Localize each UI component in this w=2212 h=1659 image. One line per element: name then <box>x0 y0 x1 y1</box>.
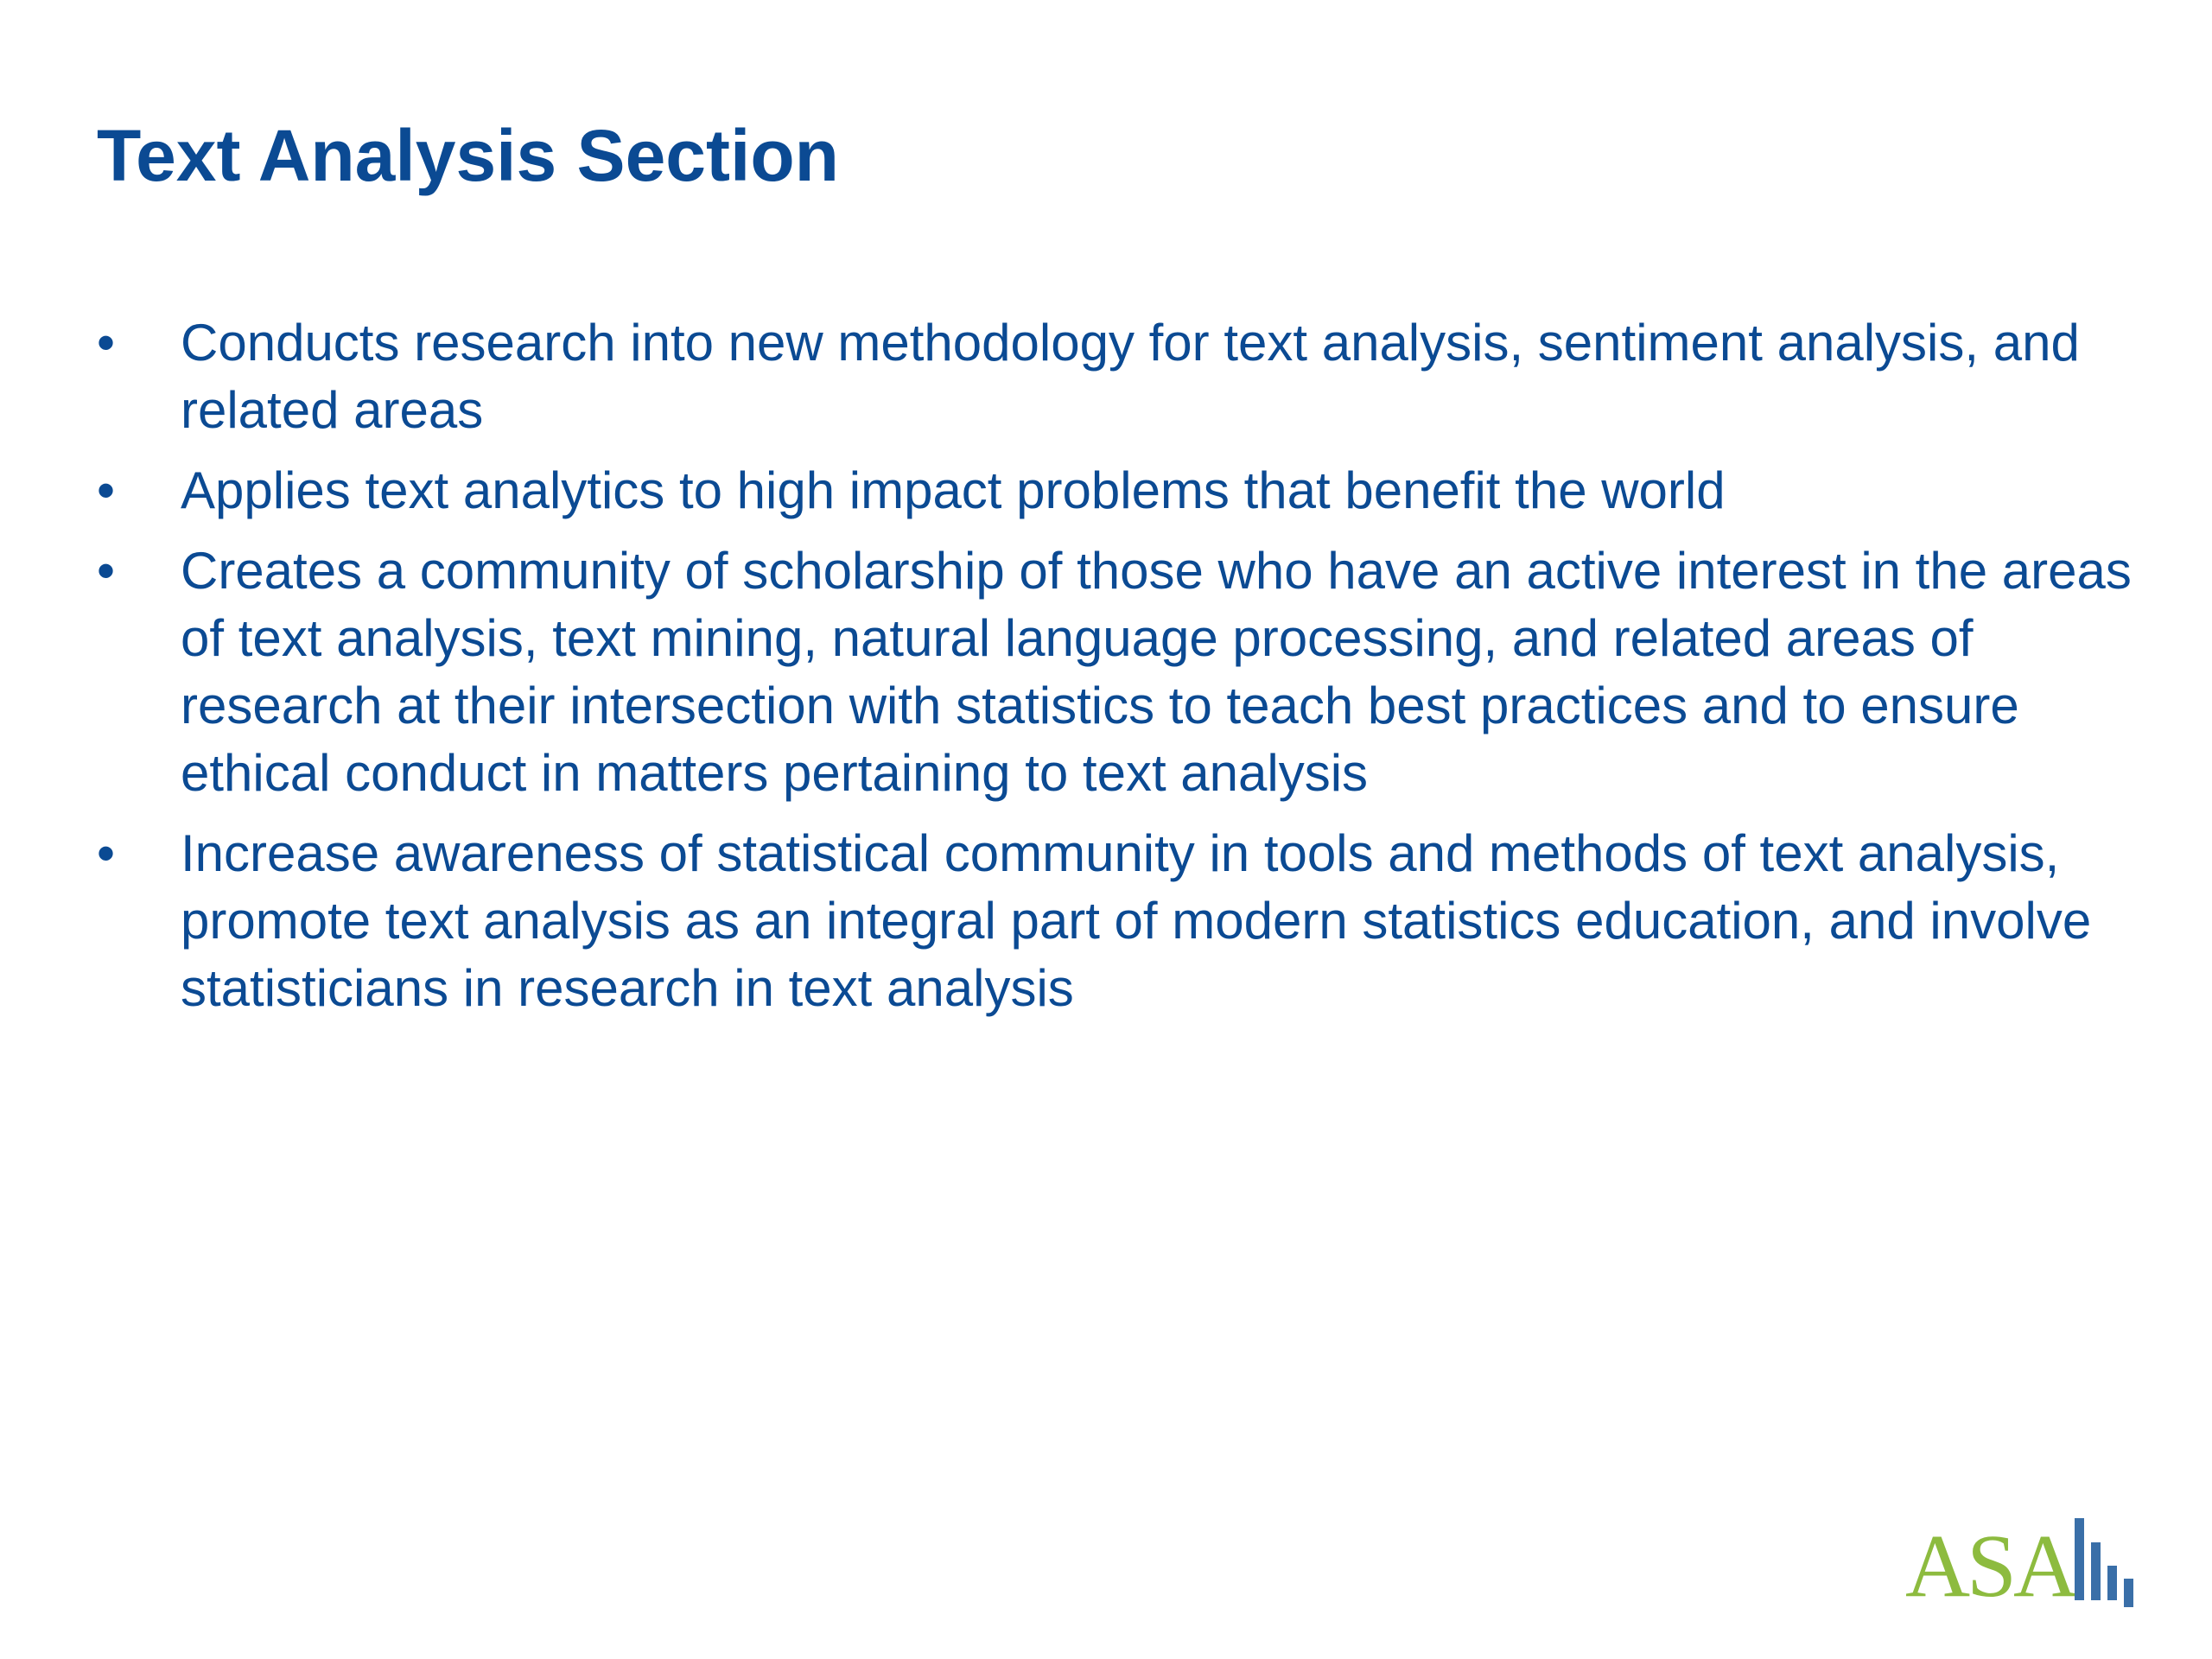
bullet-list <box>97 309 2153 1022</box>
bullet-icon: • <box>97 461 116 519</box>
bullet-item <box>97 820 2153 1022</box>
bullet-text: Increase awareness of statistical community in tools and methods of text analysis, promote text analysis as an integral part of modern statistics education, and involve statisticians in research in text analysis <box>181 824 2092 1017</box>
bullet-item <box>97 537 2153 807</box>
asa-logo <box>1905 1516 2130 1616</box>
logo-bar <box>2091 1542 2101 1600</box>
bullet-item <box>97 309 2153 444</box>
bullet-icon: • <box>97 542 116 600</box>
bullet-icon: • <box>97 314 116 372</box>
slide-title: Text Analysis Section <box>97 115 839 196</box>
bullet-text: Creates a community of scholarship of those who have an active interest in the areas of text analysis, text mining, natural language processing, and related areas of research at their intersection with statistics to teach best practices and to ensure ethical conduct in matters pertaining to text analysis <box>181 542 2132 802</box>
logo-bar <box>2075 1518 2084 1600</box>
logo-bar <box>2107 1566 2117 1600</box>
logo-bar <box>2124 1579 2133 1607</box>
logo-text: ASA <box>1905 1516 2075 1616</box>
bullet-icon: • <box>97 824 116 882</box>
bullet-text: Conducts research into new methodology for text analysis, sentiment analysis, and related areas <box>181 314 2080 439</box>
bullet-text: Applies text analytics to high impact problems that benefit the world <box>181 461 1726 519</box>
bullet-item <box>97 457 2153 524</box>
